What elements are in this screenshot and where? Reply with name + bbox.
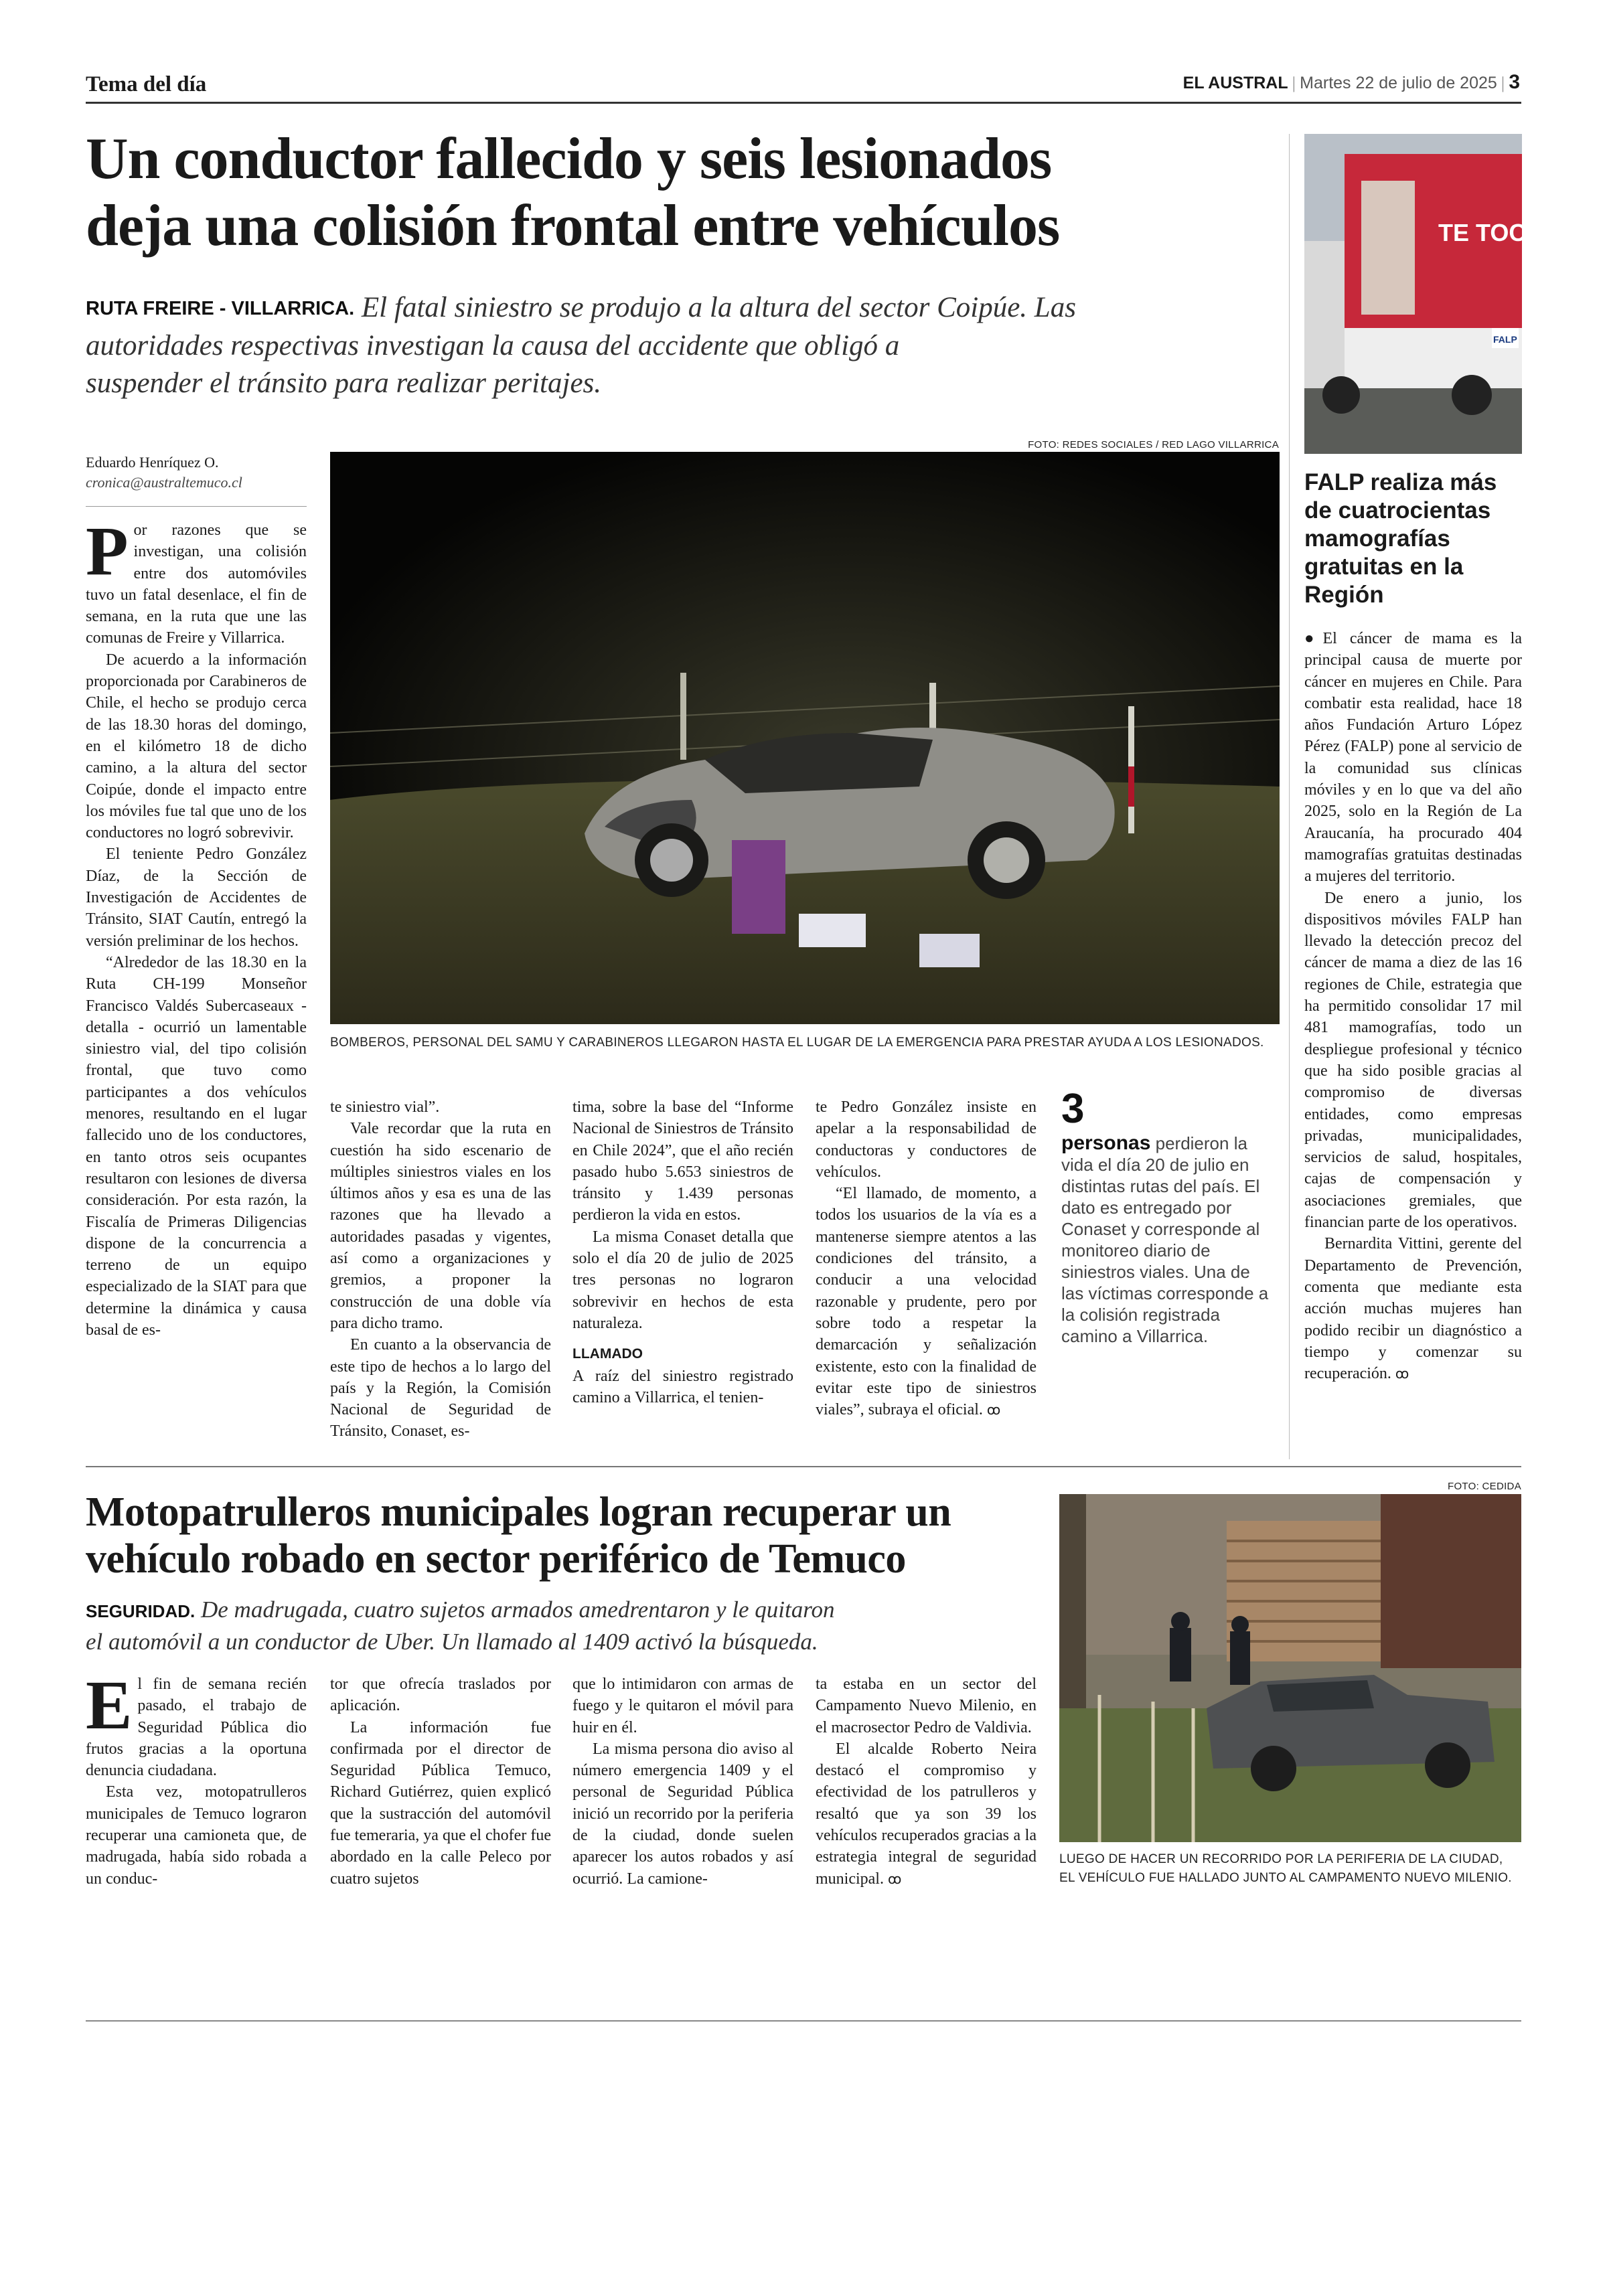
main-headline-line-2: deja una colisión frontal entre vehículos: [86, 193, 1060, 258]
fact-text: personas perdieron la vida el día 20 de julio en distintas rutas del país. El dato es entregado por Conaset y corresponde al monitoreo diario de siniestros viales. Una de las víctimas corresponde a la colisión registrada camino a Villarrica.: [1061, 1132, 1269, 1346]
paragraph: Esta vez, motopatrulleros municipales de Temuco lograron recuperar una camioneta que, de madrugada, había sido robada a un conduc-: [86, 1783, 307, 1888]
paragraph: La misma Conaset detalla que solo el día 20 de julio de 2025 tres personas no lograron sobrevivir en hechos de esta naturaleza.: [572, 1228, 793, 1332]
second-lead-line-1: SEGURIDAD. De madrugada, cuatro sujetos armados amedrentaron y le quitaron: [86, 1596, 835, 1623]
story-divider: [86, 1466, 1521, 1467]
second-headline-line-2: vehículo robado en sector periférico de Temuco: [86, 1536, 906, 1582]
issue-date: Martes 22 de julio de 2025: [1300, 74, 1497, 92]
sidebar-headline: FALP realiza más de cuatrocientas mamografías gratuitas en la Región: [1304, 469, 1497, 608]
lead-line-2: autoridades respectivas investigan la causa del accidente que obligó a: [86, 330, 900, 361]
fact-number: 3: [1061, 1086, 1085, 1132]
second-headline-line-1: Motopatrulleros municipales logran recuperar un: [86, 1489, 951, 1535]
paragraph: te siniestro vial”.: [330, 1098, 440, 1116]
end-mark: ꝏ: [1395, 1366, 1409, 1382]
second-lead: [86, 1594, 1037, 1657]
paragraph: “El llamado, de momento, a todos los usuarios de la vía es a mantenerse siempre atentos a las condiciones del tránsito, a conducir a una velocidad razonable y prudente, pero por sobre todo a respetar la demarcación y señalización existente, esto con la finalidad de evitar este tipo de siniestros viales”, subraya el oficial. ꝏ: [816, 1185, 1037, 1419]
second-column-1: [86, 1667, 307, 1890]
falp-truck-photo: [1304, 134, 1544, 454]
paragraph: l fin de semana recién pasado, el trabajo de Seguridad Pública dio frutos gracias a la oportuna denuncia ciudadana.: [86, 1675, 307, 1780]
main-headline-line-1: Un conductor fallecido y seis lesionados: [86, 127, 1052, 191]
second-photo-caption: LUEGO DE HACER UN RECORRIDO POR LA PERIFERIA DE LA CIUDAD, EL VEHÍCULO FUE HALLADO JUNTO AL CAMPAMENTO NUEVO MILENIO.: [1059, 1852, 1512, 1885]
svg-text:TE TOCA: TE TOCA: [1438, 219, 1544, 246]
paragraph: ta estaba en un sector del Campamento Nuevo Milenio, en el macrosector Pedro de Valdivia.: [816, 1675, 1037, 1736]
main-lead: [86, 289, 1291, 402]
svg-text:FALP: FALP: [1493, 334, 1517, 345]
bottom-rule: [86, 2020, 1521, 2022]
paragraph: “Alrededor de las 18.30 en la Ruta CH-199 Monseñor Francisco Valdés Subercaseaux - detalla - ocurrió un lamentable siniestro vial, del tipo colisión frontal, que tuvo como participantes a dos vehículos menores, resultando en el lugar fallecido uno de los conductores, en tanto otros seis ocupantes resultaron con lesiones de diversa consideración. Por esta razón, la Fiscalía de Primeras Diligencias dispone de la concurrencia a terreno de un equipo especializado de la SIAT para que determine la dinámica y causa basal de es-: [86, 953, 307, 1339]
subhead: LLAMADO: [572, 1346, 643, 1362]
second-kicker: SEGURIDAD.: [86, 1601, 196, 1621]
main-column-3: [572, 1096, 793, 1408]
paragraph: El alcalde Roberto Neira destacó el compromiso y efectividad de los patrulleros y resaltó que ya son 39 los vehículos recuperados gracias a la estrategia integral de seguridad municipal. ꝏ: [816, 1740, 1037, 1888]
paragraph: El teniente Pedro González Díaz, de la Sección de Investigación de Accidentes de Tránsito, SIAT Cautín, entregó la versión preliminar de los hechos.: [86, 845, 307, 950]
main-column-1-opening: [86, 513, 307, 649]
main-kicker: RUTA FREIRE - VILLARRICA.: [86, 298, 355, 319]
header-rule: [86, 102, 1521, 104]
author-email[interactable]: cronica@australtemuco.cl: [86, 474, 242, 491]
fact-word: personas: [1061, 1132, 1151, 1154]
byline-rule: [86, 506, 307, 507]
paragraph: De acuerdo a la información proporcionada por Carabineros de Chile, el hecho se produjo cerca de las 18.30 horas del domingo, en el kilómetro 18 de dicho camino, a la altura del sector Coipúe, donde el impacto entre los móviles fue tal que uno de los conductores no logró sobrevivir.: [86, 651, 307, 842]
paragraph: A raíz del siniestro registrado camino a Villarrica, el tenien-: [572, 1367, 793, 1406]
paragraph: La misma persona dio aviso al número emergencia 1409 y el personal de Seguridad Pública inició un recorrido por la periferia de la ciudad, donde suelen aparecer los autos robados y así ocurrió. La camione-: [572, 1740, 793, 1888]
masthead-separator: |: [1292, 74, 1300, 92]
recovered-vehicle-photo: [1059, 1494, 1521, 1842]
sidebar-divider: [1289, 134, 1290, 1459]
paragraph: te Pedro González insiste en apelar a la responsabilidad de conductoras y conductores de vehículos.: [816, 1098, 1037, 1181]
paragraph: que lo intimidaron con armas de fuego y le quitaron el móvil para huir en él.: [572, 1675, 793, 1736]
end-mark: ꝏ: [986, 1402, 1001, 1418]
page-masthead: [1183, 71, 1520, 94]
paper-name: EL AUSTRAL: [1182, 74, 1288, 92]
end-mark: ꝏ: [887, 1870, 902, 1887]
crash-photo-illustration: [330, 452, 1280, 1024]
paragraph: or razones que se investigan, una colisión entre dos automóviles tuvo un fatal desenlace, el fin de semana, en la ruta que une las comunas de Freire y Villarrica.: [86, 521, 307, 647]
crash-photo: [330, 452, 1280, 1024]
paragraph: tor que ofrecía traslados por aplicación.: [330, 1675, 551, 1715]
lead-line-3: suspender el tránsito para realizar peritajes.: [86, 367, 602, 399]
page-number: 3: [1509, 71, 1520, 93]
second-photo-credit: FOTO: CEDIDA: [1448, 1481, 1521, 1492]
paragraph: Vale recordar que la ruta en cuestión ha sido escenario de múltiples siniestros viales en los últimos años y esa es una de las razones que ha llevado a autoridades pasadas y vigentes, así como a organizaciones y gremios, a proponer la construcción de una doble vía para dicho tramo.: [330, 1120, 551, 1332]
main-photo-credit: FOTO: REDES SOCIALES / RED LAGO VILLARRICA: [1028, 439, 1279, 450]
author-name: Eduardo Henríquez O.: [86, 454, 219, 471]
main-column-4: [816, 1096, 1037, 1420]
second-column-3: [572, 1673, 793, 1890]
dropcap: P: [86, 513, 129, 590]
second-headline: [86, 1489, 1037, 1582]
dropcap: E: [86, 1667, 133, 1744]
main-photo-caption: BOMBEROS, PERSONAL DEL SAMU Y CARABINEROS LLEGARON HASTA EL LUGAR DE LA EMERGENCIA PARA PRESTAR AYUDA A LOS LESIONADOS.: [330, 1036, 1264, 1050]
second-column-1-opening: [86, 1667, 307, 1781]
main-column-1: [86, 513, 307, 1341]
paragraph: En cuanto a la observancia de este tipo de hechos a lo largo del país y la Región, la Comisión Nacional de Seguridad de Tránsito, Conaset, es-: [330, 1336, 551, 1441]
recovered-vehicle-illustration: [1059, 1494, 1521, 1842]
sidebar-text: [1304, 628, 1522, 1384]
main-column-2: [330, 1096, 551, 1443]
lead-line-1: [86, 289, 1291, 327]
masthead-separator: |: [1501, 74, 1509, 92]
second-lead-line-2: el automóvil a un conductor de Uber. Un llamado al 1409 activó la búsqueda.: [86, 1629, 818, 1655]
main-headline: [86, 126, 1291, 260]
falp-truck-illustration: [1304, 134, 1544, 454]
paragraph: De enero a junio, los dispositivos móviles FALP han llevado la detección precoz del cáncer de mama a diez de las 16 regiones de Chile, estrategia que ha permitido consolidar 17 mil 481 mamografías, todo un despliegue profesional y técnico que ha sido posible gracias al compromiso de diversas entidades, como empresas privadas, municipalidades, servicios de salud, hospitales, cajas de compensación y asociaciones gremiales, que financian parte de los operativos.: [1304, 889, 1522, 1232]
paragraph: La información fue confirmada por el director de Seguridad Pública Temuco, Richard Gutiérrez, quien explicó que la sustracción del automóvil fue temeraria, ya que el chofer fue abordado en la calle Peleco por cuatro sujetos: [330, 1718, 551, 1888]
byline: [86, 453, 242, 493]
paragraph: Bernardita Vittini, gerente del Departamento de Prevención, comenta que mediante esta acción muchas mujeres han podido recibir un diagnóstico a tiempo y comenzar su recuperación. ꝏ: [1304, 1235, 1522, 1383]
fact-box: [1061, 1086, 1276, 1347]
paragraph: tima, sobre la base del “Informe Nacional de Siniestros de Tránsito en Chile 2024”, que el año recién pasado hubo 5.653 siniestros de tránsito y 1.439 personas perdieron la vida en estos.: [572, 1098, 793, 1224]
lead-text-1: El fatal siniestro se produjo a la altura del sector Coipúe. Las: [361, 292, 1076, 323]
paragraph: ●El cáncer de mama es la principal causa de muerte por cáncer en mujeres en Chile. Para combatir esta realidad, hace 18 años Fundación Arturo López Pérez (FALP) pone al servicio de la comunidad sus clínicas móviles y en lo que va del año 2025, solo en la Región de La Araucanía, ha procurado 404 mamografías gratuitas destinadas a mujeres del territorio.: [1304, 630, 1522, 886]
second-column-4: [816, 1673, 1037, 1890]
second-column-2: [330, 1673, 551, 1890]
section-label: Tema del día: [86, 72, 207, 96]
